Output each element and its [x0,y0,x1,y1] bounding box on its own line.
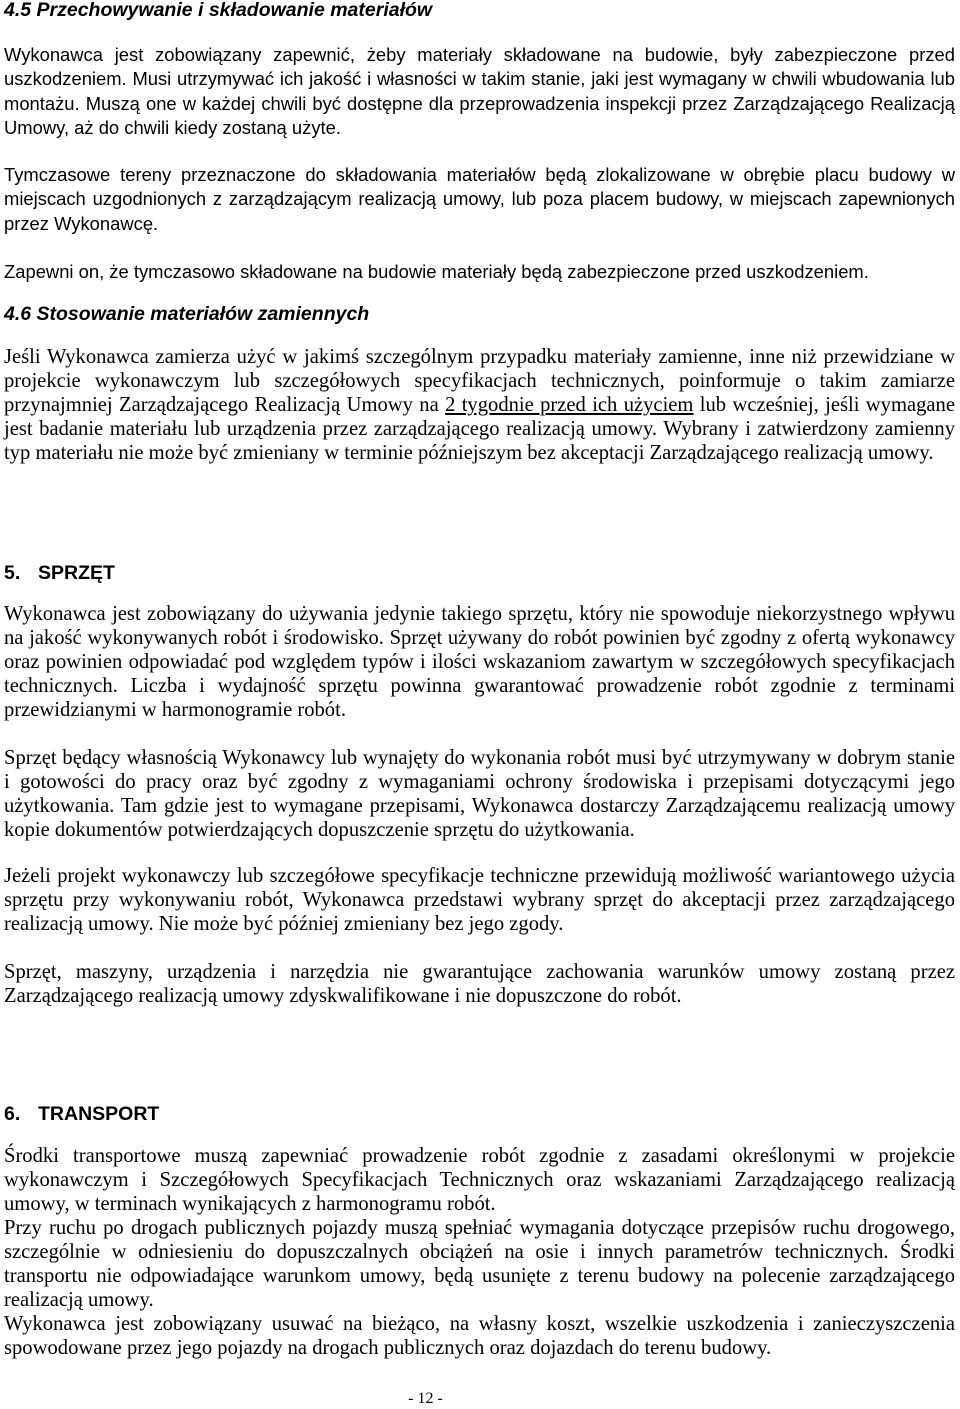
paragraph-5-3: Jeżeli projekt wykonawczy lub szczegółowe specyfikacje techniczne przewidują możliwość wariantowego użycia sprzętu przy wykonywaniu robót, Wykonawca przedstawi wybrany sprzęt do akceptacji przez zarządzającego realizacją umowy. Nie może być później zmieniany bez jego zgody. [4,865,955,935]
paragraph-6-2: Przy ruchu po drogach publicznych pojazdy muszą spełniać wymagania dotyczące przepisów ruchu drogowego, szczególnie w odniesieniu do dopuszczalnych obciążeń na osie i innych parametrów technicznych. Środki transportu nie odpowiadające warunkom umowy, będą usunięte z terenu budowy na polecenie zarządzającego realizacją umowy. [4,1217,955,1311]
paragraph-4-5-3: Zapewni on, że tymczasowo składowane na budowie materiały będą zabezpieczone przed uszkodzeniem. [4,261,869,282]
section-title-5: SPRZĘT [38,562,115,584]
section-heading-4-5: 4.5 Przechowywanie i składowanie materiałów [4,0,433,21]
paragraph-4-6-1-end: lub wcześniej, jeśli wymagane jest badanie materiału lub urządzenia przez zarządzającego realizacją umowy. Wybrany i zatwierdzony zamienny typ materiału nie może być zmieniany w terminie późniejszym bez akceptacji Zarządzającego realizacją umowy. [4,394,955,464]
section-heading-5 [4,561,955,585]
paragraph-4-6-1 [4,345,955,465]
paragraph-4-5-2: Tymczasowe tereny przeznaczone do składowania materiałów będą zlokalizowane w obrębie placu budowy w miejscach uzgodnionych z zarządzającym realizacją umowy, lub poza placem budowy, w miejscach zapewnionych przez Wykonawcę. [4,164,955,234]
paragraph-5-1: Wykonawca jest zobowiązany do używania jedynie takiego sprzętu, który nie spowoduje niekorzystnego wpływu na jakość wykonywanych robót i środowisko. Sprzęt używany do robót powinien być zgodny z ofertą wykonawcy oraz powinien odpowiadać pod względem typów i ilości wskazaniom zawartym w szczegółowych specyfikacjach technicznych. Liczba i wydajność sprzętu powinna gwarantować prowadzenie robót zgodnie z terminami przewidzianymi w harmonogramie robót. [4,603,955,721]
paragraph-5-2: Sprzęt będący własnością Wykonawcy lub wynajęty do wykonania robót musi być utrzymywany w dobrym stanie i gotowości do pracy oraz być zgodny z wymaganiami ochrony środowiska i przepisami dotyczącymi jego użytkowania. Tam gdzie jest to wymagane przepisami, Wykonawca dostarczy Zarządzającemu realizacją umowy kopie dokumentów potwierdzających dopuszczenie sprzętu do użytkowania. [4,747,955,841]
paragraph-4-5-1: Wykonawca jest zobowiązany zapewnić, żeby materiały składowane na budowie, były zabezpieczone przed uszkodzeniem. Musi utrzymywać ich jakość i własności w takim stanie, jaki jest wymagany w chwili wbudowania lub montażu. Muszą one w każdej chwili być dostępne dla przeprowadzenia inspekcji przez Zarządzającego Realizacją Umowy, aż do chwili kiedy zostaną użyte. [4,44,955,139]
paragraph-6-3: Wykonawca jest zobowiązany usuwać na bieżąco, na własny koszt, wszelkie uszkodzenia i zanieczyszczenia spowodowane przez jego pojazdy na drogach publicznych oraz dojazdach do terenu budowy. [4,1313,955,1359]
underlined-deadline: 2 tygodnie przed ich użyciem [445,394,694,416]
paragraph-5-4: Sprzęt, maszyny, urządzenia i narzędzia nie gwarantujące zachowania warunków umowy zostaną przez Zarządzającego realizacją umowy zdyskwalifikowane i nie dopuszczone do robót. [4,961,955,1007]
section-number-6: 6. [4,1103,21,1125]
section-heading-6 [4,1102,955,1126]
page-number: - 12 - [408,1390,443,1407]
paragraph-6-1: Środki transportowe muszą zapewniać prowadzenie robót zgodnie z zasadami określonymi w projekcie wykonawczym i Szczegółowych Specyfikacjach Technicznych oraz wskazaniami Zarządzającego realizacją umowy, w terminach wynikających z harmonogramu robót. [4,1145,955,1215]
section-heading-4-6: 4.6 Stosowanie materiałów zamiennych [4,303,370,325]
paragraph-4-6-1-start: Jeśli Wykonawca zamierza użyć w jakimś szczególnym przypadku materiały zamienne, inne niż przewidziane w projekcie wykonawczym lub szczegółowych specyfikacjach technicznych, poinformuje o takim zamiarze przynajmniej Zarządzającego Realizacją Umowy na [4,346,955,416]
section-number-5: 5. [4,562,21,584]
section-title-6: TRANSPORT [38,1103,160,1125]
